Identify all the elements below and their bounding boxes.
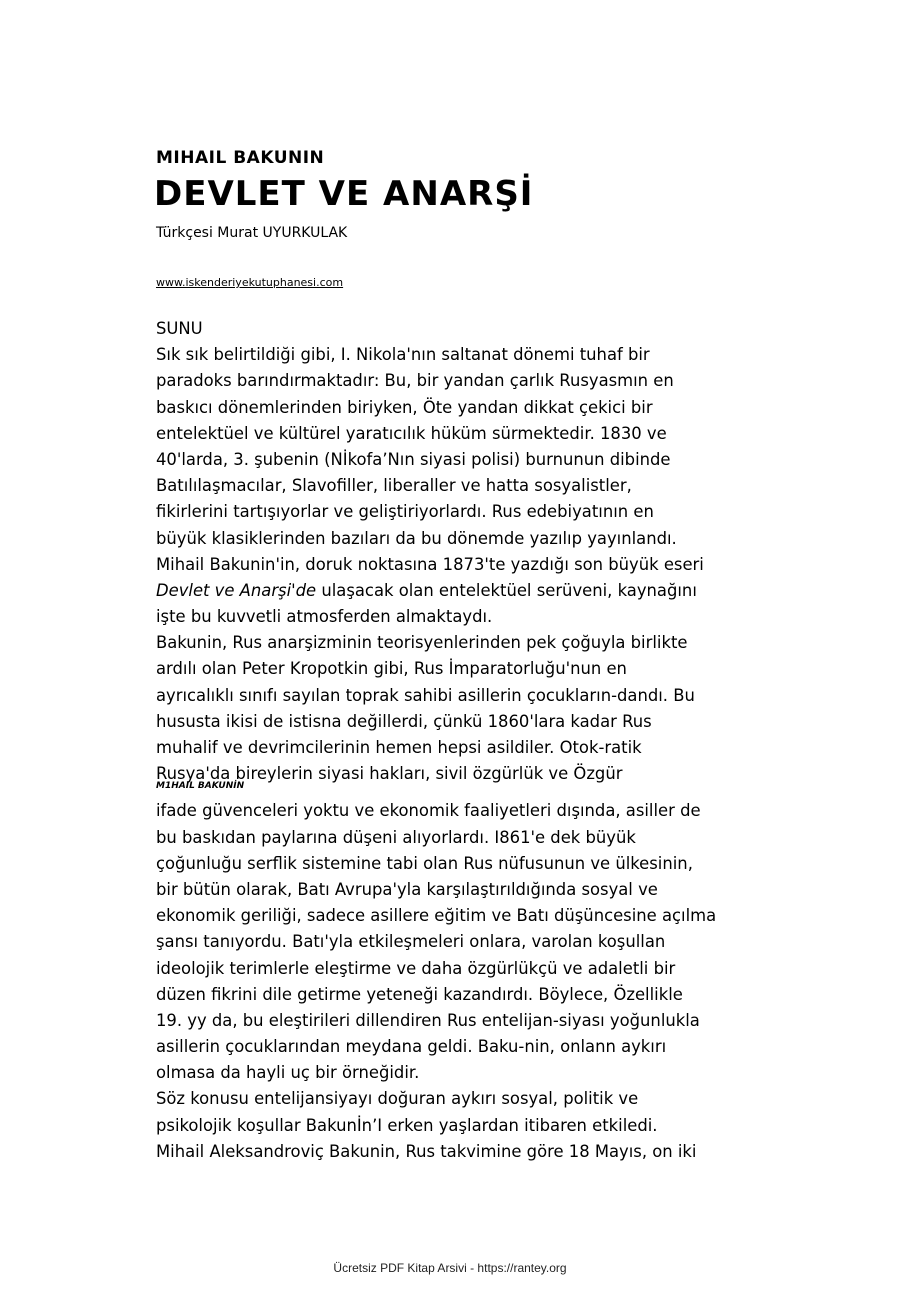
text-line: paradoks barındırmaktadır: Bu, bir yandan çarlık Rusyasmın en <box>156 371 674 391</box>
book-title: DEVLET VE ANARŞİ <box>154 174 534 214</box>
text-line: fikirlerini tartışıyorlar ve geliştiriyorlardı. Rus edebiyatının en <box>156 502 654 522</box>
author-name: MIHAIL BAKUNIN <box>156 148 325 168</box>
text-line: 40'larda, 3. şubenin (NİkofaʼNın siyasi polisi) burnunun dibinde <box>156 449 671 469</box>
text-line: baskıcı dönemlerinden biriyken, Öte yandan dikkat çekici bir <box>156 397 653 417</box>
text-line: olmasa da hayli uç bir örneğidir. <box>156 1063 420 1083</box>
text-line <box>156 578 756 604</box>
text-line: ifade güvenceleri yoktu ve ekonomik faaliyetleri dışında, asiller de <box>156 801 701 821</box>
text-line: bir bütün olarak, Batı Avrupa'yla karşılaştırıldığında sosyal ve <box>156 879 658 899</box>
body-text <box>156 316 756 1165</box>
text-line: Rusya'da bireylerin siyasi hakları, sivil özgürlük ve Özgür <box>156 764 623 784</box>
text-line: düzen fikrini dile getirme yeteneği kazandırdı. Böylece, Özellikle <box>156 984 683 1004</box>
text-line: büyük klasiklerinden bazıları da bu dönemde yazılıp yayınlandı. <box>156 528 677 548</box>
text-line: Mihail Aleksandroviç Bakunin, Rus takvimine göre 18 Mayıs, on iki <box>156 1141 697 1161</box>
section-heading: SUNU <box>156 319 203 338</box>
text-line: bu baskıdan paylarına düşeni alıyorlardı. I861'e dek büyük <box>156 827 636 847</box>
website-link[interactable]: www.iskenderiyekutuphanesi.com <box>156 276 344 289</box>
text-line: muhalif ve devrimcilerinin hemen hepsi asildiler. Otok-ratik <box>156 738 642 757</box>
text-line: Mihail Bakunin'in, doruk noktasına 1873'te yazdığı son büyük eseri <box>156 554 704 574</box>
text-line: psikolojik koşullar BakunİnʼI erken yaşlardan itibaren etkiledi. <box>156 1115 658 1135</box>
text-line: Batılılaşmacılar, Slavofiller, liberaller ve hatta sosyalistler, <box>156 476 632 496</box>
running-head: M1HAIL BAKUNİN <box>156 781 245 792</box>
text-line: asillerin çocuklarından meydana geldi. Baku-nin, onlann aykırı <box>156 1037 667 1057</box>
text-line: çoğunluğu serflik sistemine tabi olan Rus nüfusunun ve ülkesinin, <box>156 853 693 873</box>
translator-credit: Türkçesi Murat UYURKULAK <box>156 225 348 241</box>
text-line: hususta ikisi de istisna değillerdi, çünkü 1860'lara kadar Rus <box>156 711 652 731</box>
text-line: Bakunin, Rus anarşizminin teorisyenlerinden pek çoğuyla birlikte <box>156 633 688 653</box>
text-line: şansı tanıyordu. Batı'yla etkileşmeleri onlara, varolan koşullan <box>156 932 666 952</box>
text-line: Sık sık belirtildiği gibi, I. Nikola'nın saltanat dönemi tuhaf bir <box>156 345 650 365</box>
text-line: 19. yy da, bu eleştirileri dillendiren Rus entelijan-siyası yoğunlukla <box>156 1010 700 1030</box>
page-footer: Ücretsiz PDF Kitap Arsivi - https://rantey.org <box>333 1261 567 1275</box>
text-fragment: ulaşacak olan entelektüel serüveni, kaynağını <box>316 580 697 600</box>
text-line: entelektüel ve kültürel yaratıcılık hüküm sürmektedir. 1830 ve <box>156 423 667 443</box>
text-line: ekonomik geriliği, sadece asillere eğitim ve Batı düşüncesine açılma <box>156 906 717 926</box>
text-line: ayrıcalıklı sınıfı sayılan toprak sahibi asillerin çocukların-dandı. Bu <box>156 685 695 705</box>
text-line: ardılı olan Peter Kropotkin gibi, Rus İmparatorluğu'nun en <box>156 659 627 679</box>
text-line: ideolojik terimlerle eleştirme ve daha özgürlükçü ve adaletli bir <box>156 958 676 978</box>
text-line: Söz konusu entelijansiyayı doğuran aykırı sosyal, politik ve <box>156 1089 639 1109</box>
book-title-italic: Devlet ve Anarşi'de <box>156 580 317 600</box>
text-line: işte bu kuvvetli atmosferden almaktaydı. <box>156 607 493 627</box>
